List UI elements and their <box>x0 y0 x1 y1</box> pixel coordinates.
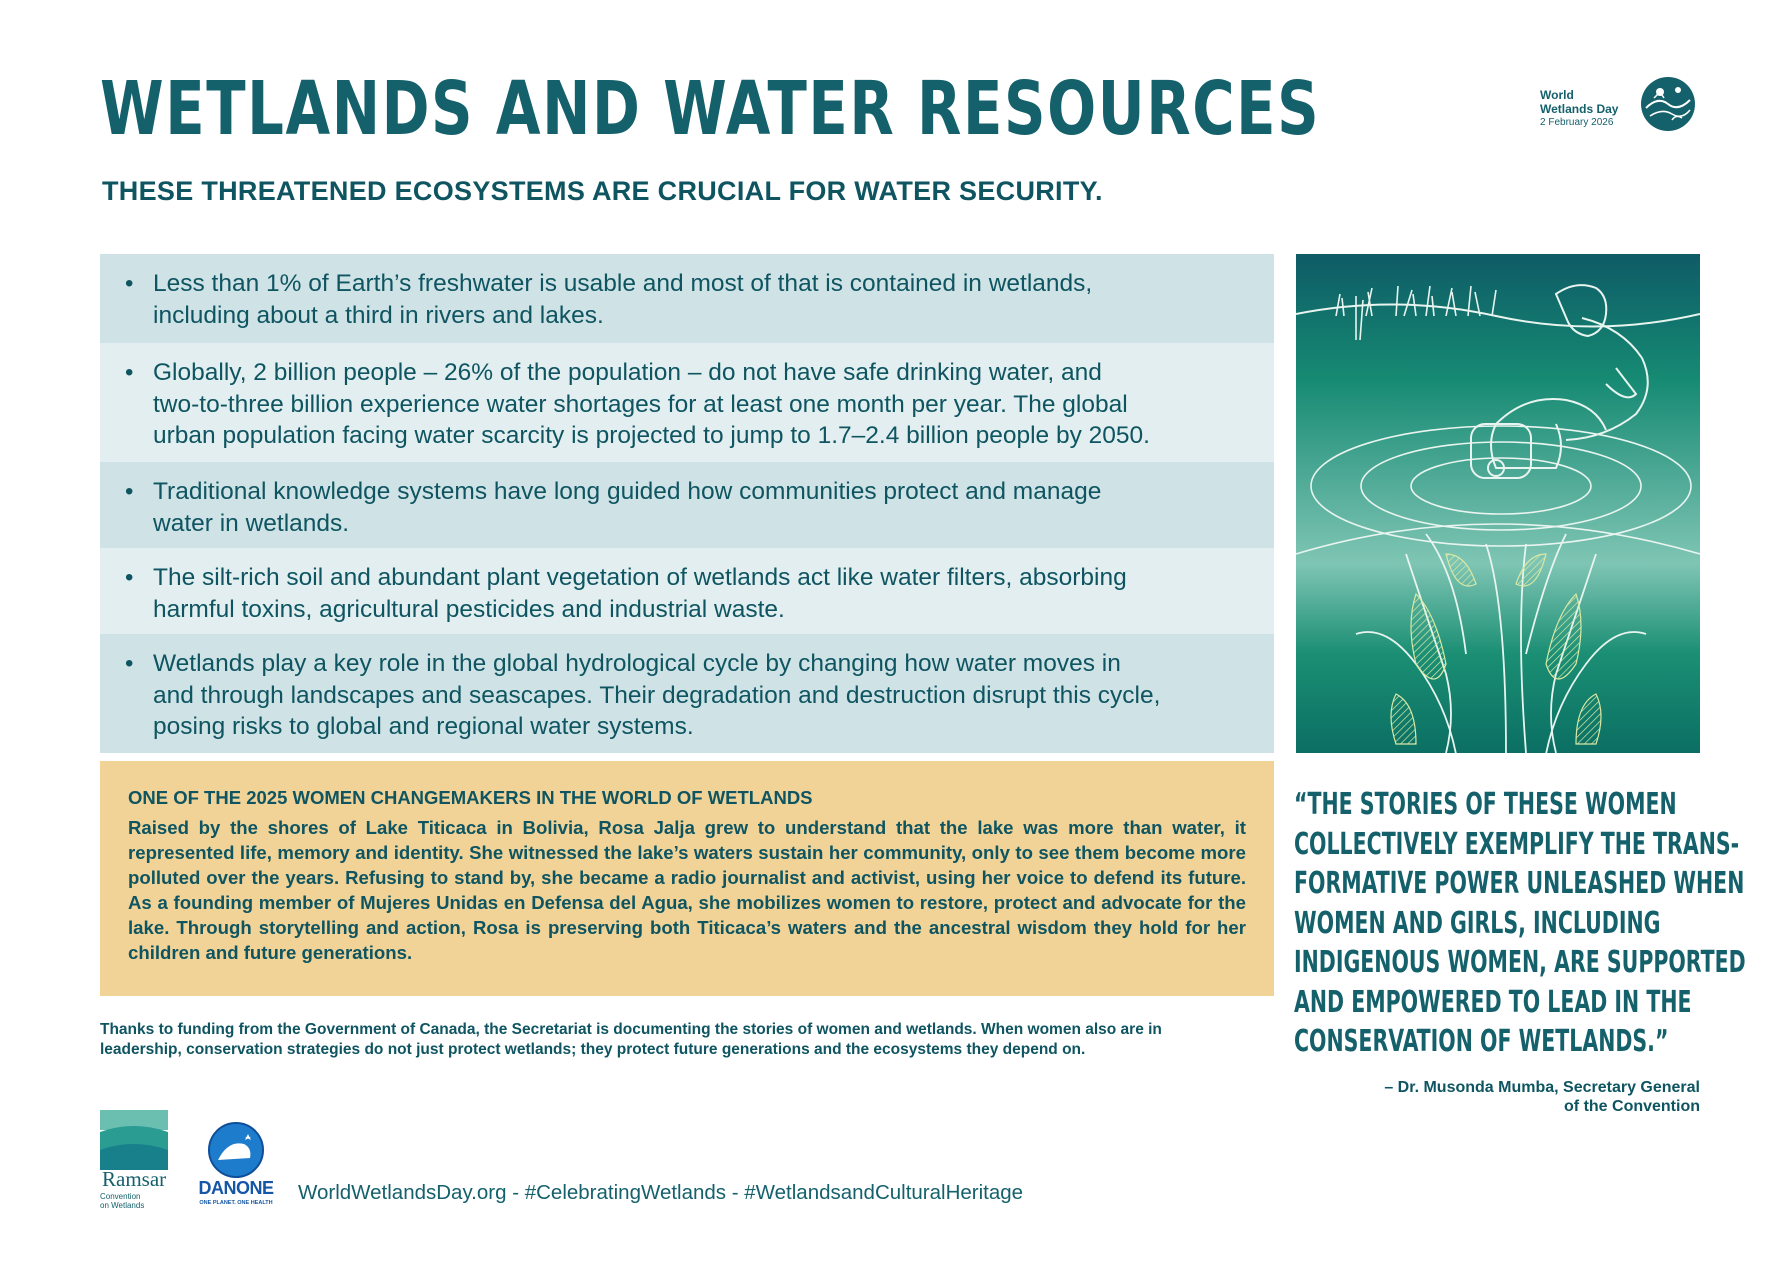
quote-line: AND EMPOWERED TO LEAD IN THE <box>1294 984 1692 1020</box>
danone-tagline: ONE PLANET. ONE HEALTH <box>199 1200 273 1206</box>
attribution-line: of the Convention <box>1564 1098 1700 1115</box>
woman-collecting-water-illustration <box>1296 254 1700 753</box>
bullet-icon: • <box>125 564 134 591</box>
illustration-svg <box>1296 254 1700 753</box>
event-logo-line1: World <box>1540 88 1574 102</box>
quote-line: CONSERVATION OF WETLANDS.” <box>1294 1024 1669 1059</box>
world-wetlands-day-logo <box>1540 74 1710 138</box>
changemaker-story-box <box>100 761 1274 996</box>
page-title: WETLANDS AND WATER RESOURCES <box>100 66 1321 152</box>
danone-logo <box>196 1120 276 1210</box>
fact-item <box>100 254 1274 343</box>
fact-line: Traditional knowledge systems have long guided how communities protect and manage <box>153 478 1102 505</box>
fact-line: two-to-three billion experience water shortages for at least one month per year. The global <box>153 390 1128 418</box>
ramsar-label <box>100 1192 144 1210</box>
fact-item <box>100 634 1274 753</box>
story-body: Raised by the shores of Lake Titicaca in Bolivia, Rosa Jalja grew to understand that the lake was more than water, it represented life, memory and identity. She witnessed the lake’s waters sustain her community, only to see them become more polluted over the years. Refusing to stand by, she became a radio journalist and activist, using her voice to defend its future. As a founding member of Mujeres Unidas en Defensa del Agua, she mobilizes women to restore, protect and advocate for the lake. Through storytelling and action, Rosa is preserving both Titicaca’s waters and the ancestral wisdom they hold for her children and future generations. <box>128 817 1246 963</box>
fact-line: The silt-rich soil and abundant plant vegetation of wetlands act like water filters, absorbing <box>153 564 1127 591</box>
fact-line: Wetlands play a key role in the global hydrological cycle by changing how water moves in <box>153 650 1121 677</box>
event-logo-line2: Wetlands Day <box>1540 102 1619 116</box>
fact-line: harmful toxins, agricultural pesticides and industrial waste. <box>153 595 785 623</box>
quote-line: COLLECTIVELY EXEMPLIFY THE TRANS- <box>1294 826 1740 862</box>
bullet-icon: • <box>125 650 134 677</box>
fact-item <box>100 343 1274 462</box>
danone-word: DANONE <box>198 1178 274 1198</box>
funding-line: leadership, conservation strategies do not just protect wetlands; they protect future generations and the ecosystems they depend on. <box>100 1041 1086 1058</box>
ramsar-label-line: on Wetlands <box>100 1201 145 1210</box>
footer-links: WorldWetlandsDay.org - #CelebratingWetlands - #WetlandsandCulturalHeritage <box>298 1181 1024 1204</box>
fact-line: and through landscapes and seascapes. Their degradation and destruction disrupt this cycle, <box>153 681 1161 709</box>
funding-note <box>100 1020 1290 1060</box>
facts-list <box>100 254 1274 753</box>
pull-quote <box>1294 785 1746 1062</box>
fact-item <box>100 462 1274 548</box>
quote-attribution <box>1300 1078 1700 1116</box>
quote-line: INDIGENOUS WOMEN, ARE SUPPORTED <box>1294 945 1746 980</box>
fact-line: including about a third in rivers and lakes. <box>153 301 604 329</box>
fact-line: Globally, 2 billion people – 26% of the population – do not have safe drinking water, and <box>153 359 1102 386</box>
fact-line: urban population facing water scarcity is projected to jump to 1.7–2.4 billion people by 2050. <box>153 422 1150 449</box>
bullet-icon: • <box>125 359 134 386</box>
fact-item <box>100 548 1274 634</box>
fact-line: Less than 1% of Earth’s freshwater is usable and most of that is contained in wetlands, <box>153 270 1093 297</box>
page-subtitle: THESE THREATENED ECOSYSTEMS ARE CRUCIAL FOR WATER SECURITY. <box>102 176 1103 206</box>
funding-line: Thanks to funding from the Government of Canada, the Secretariat is documenting the stories of women and wetlands. When women also are in <box>100 1021 1162 1038</box>
quote-line: FORMATIVE POWER UNLEASHED WHEN <box>1294 866 1745 901</box>
ramsar-word: Ramsar <box>102 1167 167 1190</box>
event-logo-text <box>1540 88 1618 130</box>
ramsar-label-line: Convention <box>100 1192 141 1201</box>
danone-emblem-icon <box>196 1120 276 1178</box>
bullet-icon: • <box>125 478 134 505</box>
bullet-icon: • <box>125 270 134 297</box>
fact-line: water in wetlands. <box>153 509 350 537</box>
ramsar-logo <box>100 1110 168 1210</box>
story-heading: ONE OF THE 2025 WOMEN CHANGEMAKERS IN THE WORLD OF WETLANDS <box>128 787 813 808</box>
wetlands-emblem-icon <box>1632 74 1704 134</box>
ramsar-waves-icon <box>100 1110 168 1190</box>
fact-line: posing risks to global and regional water systems. <box>153 713 694 740</box>
quote-line: “THE STORIES OF THESE WOMEN <box>1294 787 1677 822</box>
event-logo-date: 2 February 2026 <box>1540 117 1614 128</box>
quote-line: WOMEN AND GIRLS, INCLUDING <box>1294 905 1661 941</box>
attribution-line: – Dr. Musonda Mumba, Secretary General <box>1384 1079 1700 1096</box>
